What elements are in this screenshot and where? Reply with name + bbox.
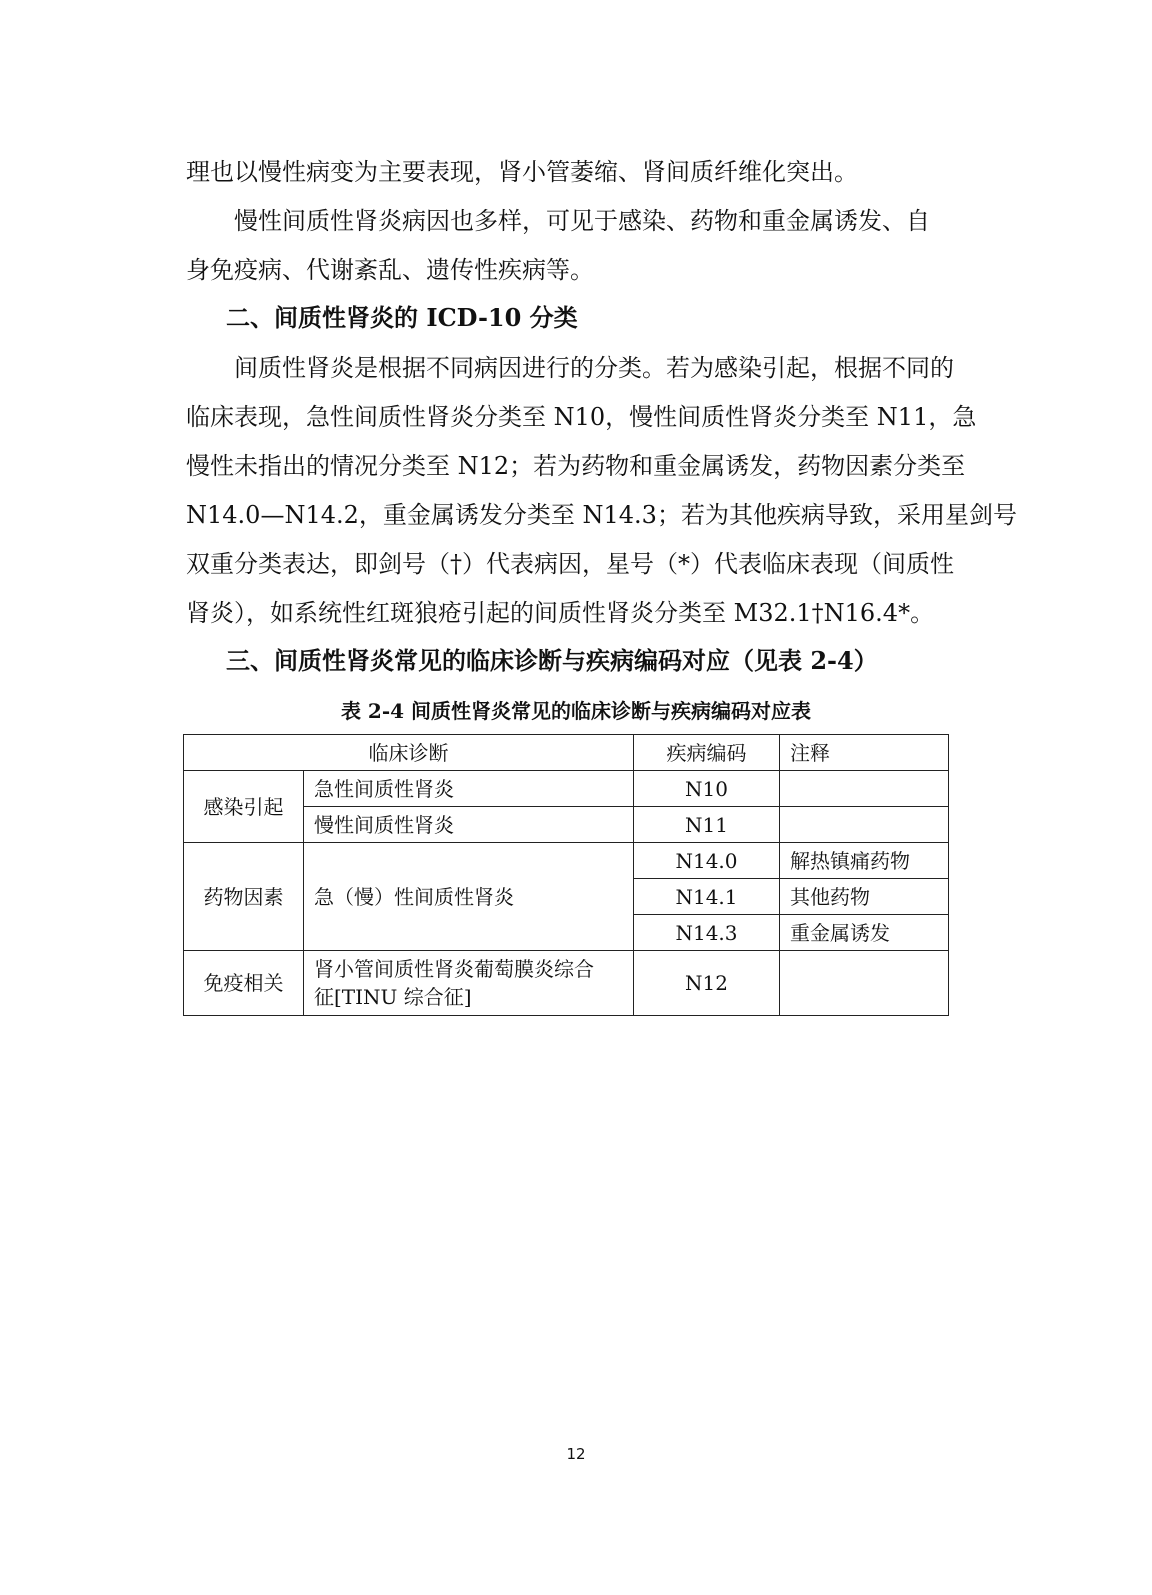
note-cell: [780, 951, 949, 1016]
code-cell: N14.0: [634, 843, 780, 879]
diagnosis-cell: [304, 951, 634, 1016]
group-label-drug: 药物因素: [184, 843, 304, 951]
header-diagnosis: 临床诊断: [184, 735, 634, 771]
paragraph-line: 间质性肾炎是根据不同病因进行的分类。若为感染引起，根据不同的: [234, 354, 954, 382]
header-note: 注释: [780, 735, 949, 771]
diagnosis-cell: 慢性间质性肾炎: [304, 807, 634, 843]
note-cell: 重金属诱发: [780, 915, 949, 951]
paragraph-line: 肾炎），如系统性红斑狼疮引起的间质性肾炎分类至 M32.1†N16.4*。: [186, 599, 935, 627]
page-number: 12: [566, 1445, 586, 1463]
group-label-infection: 感染引起: [184, 771, 304, 843]
paragraph-line: 慢性未指出的情况分类至 N12；若为药物和重金属诱发，药物因素分类至: [186, 452, 966, 480]
table-row: [184, 843, 949, 879]
code-cell: N10: [634, 771, 780, 807]
code-cell: N14.3: [634, 915, 780, 951]
note-cell: [780, 771, 949, 807]
diagnosis-code-table: [183, 734, 949, 1016]
paragraph-line: 身免疫病、代谢紊乱、遗传性疾病等。: [186, 256, 594, 284]
paragraph-line: 慢性间质性肾炎病因也多样，可见于感染、药物和重金属诱发、自: [234, 207, 930, 235]
section-heading: 二、间质性肾炎的 ICD-10 分类: [226, 303, 578, 332]
paragraph-line: N14.0—N14.2，重金属诱发分类至 N14.3；若为其他疾病导致，采用星剑号: [186, 501, 1017, 529]
code-cell: N12: [634, 951, 780, 1016]
diagnosis-cell: 急（慢）性间质性肾炎: [304, 843, 634, 951]
group-label-immune: 免疫相关: [184, 951, 304, 1016]
code-cell: N11: [634, 807, 780, 843]
paragraph-line: 临床表现，急性间质性肾炎分类至 N10，慢性间质性肾炎分类至 N11，急: [186, 403, 977, 431]
diagnosis-cell: 急性间质性肾炎: [304, 771, 634, 807]
diagnosis-line: 肾小管间质性肾炎葡萄膜炎综合: [314, 957, 594, 981]
note-cell: 解热镇痛药物: [780, 843, 949, 879]
table-header-row: [184, 735, 949, 771]
table-caption: 表 2-4 间质性肾炎常见的临床诊断与疾病编码对应表: [340, 699, 812, 723]
paragraph-line: 双重分类表达，即剑号（†）代表病因，星号（*）代表临床表现（间质性: [186, 550, 954, 578]
paragraph-line: 理也以慢性病变为主要表现，肾小管萎缩、肾间质纤维化突出。: [186, 158, 858, 186]
table-row: [184, 771, 949, 807]
header-code: 疾病编码: [634, 735, 780, 771]
note-cell: 其他药物: [780, 879, 949, 915]
note-cell: [780, 807, 949, 843]
diagnosis-line: 征[TINU 综合征]: [314, 985, 472, 1009]
section-heading: 三、间质性肾炎常见的临床诊断与疾病编码对应（见表 2-4）: [226, 646, 878, 675]
code-cell: N14.1: [634, 879, 780, 915]
table-row: [184, 951, 949, 1016]
